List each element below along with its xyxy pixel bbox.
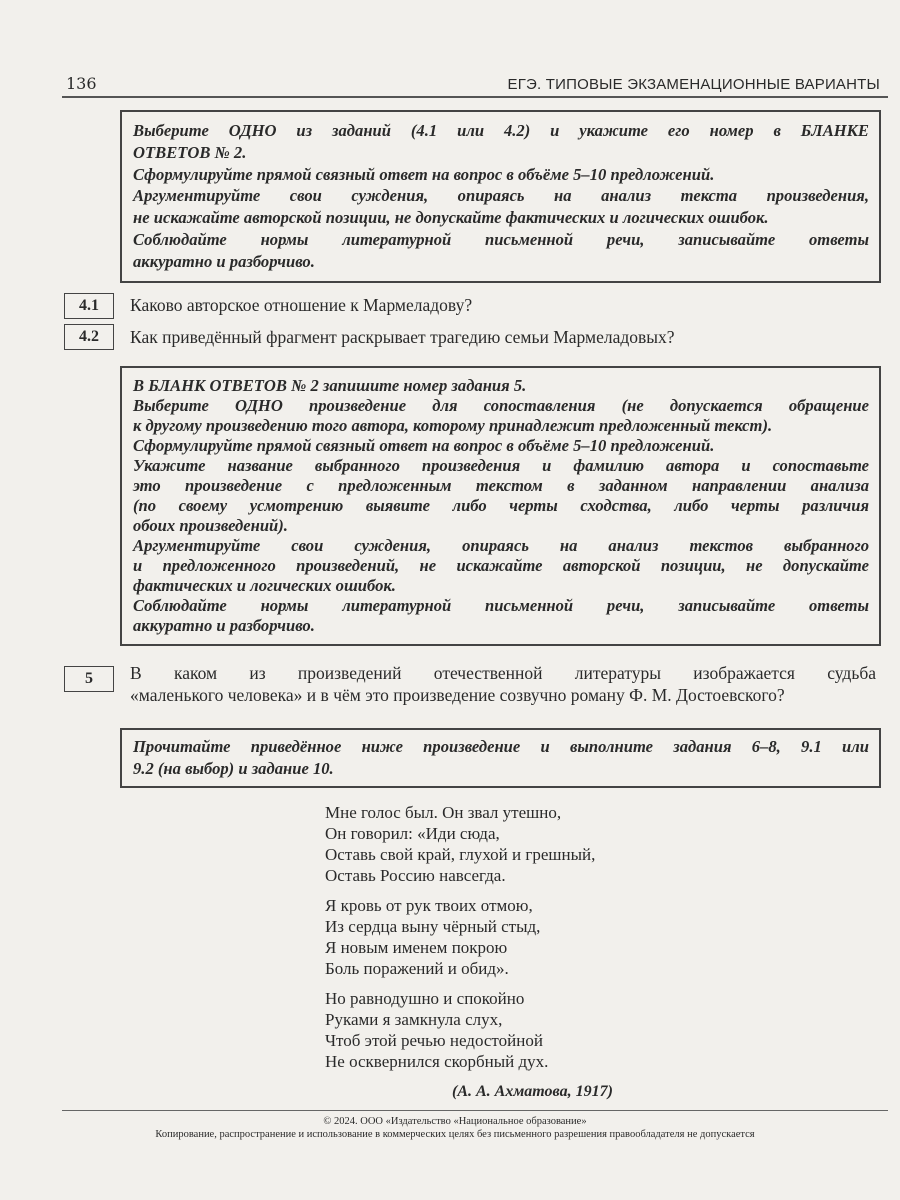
text-line: обоих произведений).	[133, 516, 288, 535]
text-line: к другому произведению того автора, которому принадлежит предложенный текст).	[133, 416, 773, 435]
poem-stanza	[325, 895, 595, 979]
running-title: ЕГЭ. ТИПОВЫЕ ЭКЗАМЕНАЦИОННЫЕ ВАРИАНТЫ	[507, 76, 880, 93]
text-line: Выберите ОДНО из заданий (4.1 или 4.2) и укажите его номер в БЛАНКЕ	[133, 121, 869, 140]
copy-notice: Копирование, распространение и использование в коммерческих целях без письменного разрешения правообладателя не допускается	[155, 1129, 755, 1140]
poem-line: Чтоб этой речью недостойной	[325, 1031, 543, 1050]
poem-line: Оставь свой край, глухой и грешный,	[325, 845, 596, 864]
poem-line: Он говорил: «Иди сюда,	[325, 824, 500, 843]
poem-line: Мне голос был. Он звал утешно,	[325, 803, 562, 822]
poem-stanza	[325, 988, 595, 1072]
text-line: В БЛАНК ОТВЕТОВ № 2 запишите номер задания 5.	[133, 376, 527, 395]
text-line: аккуратно и разборчиво.	[133, 616, 315, 635]
footer-rule	[62, 1110, 888, 1111]
task-number-5: 5	[64, 666, 114, 692]
instruction-box-read	[120, 728, 881, 788]
text-line: Прочитайте приведённое ниже произведение и выполните задания 6–8, 9.1 или	[133, 737, 869, 756]
text-line: аккуратно и разборчиво.	[133, 251, 315, 271]
poem-line: Оставь Россию навсегда.	[325, 866, 506, 885]
text-line: Укажите название выбранного произведения и фамилию автора и сопоставьте	[133, 456, 869, 475]
instruction-box-task5	[120, 366, 881, 646]
text-line: и предложенного произведений, не искажайте авторской позиции, не допускайте	[133, 556, 869, 575]
text-line: ОТВЕТОВ № 2.	[133, 142, 247, 162]
text-line: фактических и логических ошибок.	[133, 576, 396, 595]
text-line: это произведение с предложенным текстом в заданном направлении анализа	[133, 476, 869, 495]
poem-line: Я кровь от рук твоих отмою,	[325, 896, 533, 915]
text-line: Сформулируйте прямой связный ответ на вопрос в объёме 5–10 предложений.	[133, 164, 715, 184]
header-rule	[62, 96, 888, 98]
question-4-2: Как приведённый фрагмент раскрывает трагедию семьи Мармеладовых?	[130, 327, 675, 347]
poem-line: Я новым именем покрою	[325, 938, 508, 957]
text-line: не искажайте авторской позиции, не допускайте фактических и логических ошибок.	[133, 208, 769, 228]
text-line: Аргументируйте свои суждения, опираясь на анализ текстов выбранного	[133, 536, 869, 555]
text-line: Выберите ОДНО произведение для сопоставления (не допускается обращение	[133, 396, 869, 415]
footer	[0, 1115, 900, 1141]
poem-line: Но равнодушно и спокойно	[325, 989, 525, 1008]
task-number-4-2: 4.2	[64, 324, 114, 350]
poem	[325, 802, 595, 1072]
text-line: Аргументируйте свои суждения, опираясь на анализ текста произведения,	[133, 186, 869, 206]
question-4-1: Каково авторское отношение к Мармеладову?	[130, 295, 473, 315]
task-number-4-1: 4.1	[64, 293, 114, 319]
text-line: Соблюдайте нормы литературной письменной речи, записывайте ответы	[133, 229, 869, 249]
page-number: 136	[66, 74, 97, 93]
instruction-box-task4	[120, 110, 881, 283]
text-line: (по своему усмотрению выявите либо черты сходства, либо черты различия	[133, 496, 869, 515]
text-line: 9.2 (на выбор) и задание 10.	[133, 758, 334, 778]
text-line: Соблюдайте нормы литературной письменной речи, записывайте ответы	[133, 596, 869, 615]
poem-line: Боль поражений и обид».	[325, 959, 509, 978]
text-line: Сформулируйте прямой связный ответ на вопрос в объёме 5–10 предложений.	[133, 436, 715, 455]
text-line: В каком из произведений отечественной литературы изображается судьба	[130, 663, 876, 683]
poem-line: Руками я замкнула слух,	[325, 1010, 503, 1029]
poem-line: Не осквернился скорбный дух.	[325, 1052, 549, 1071]
text-line: «маленького человека» и в чём это произведение созвучно роману Ф. М. Достоевского?	[130, 685, 785, 705]
copyright: © 2024. ООО «Издательство «Национальное образование»	[323, 1116, 587, 1127]
question-5	[130, 662, 876, 706]
poem-stanza	[325, 802, 595, 886]
poem-attribution: (А. А. Ахматова, 1917)	[452, 1083, 613, 1100]
poem-line: Из сердца выну чёрный стыд,	[325, 917, 541, 936]
